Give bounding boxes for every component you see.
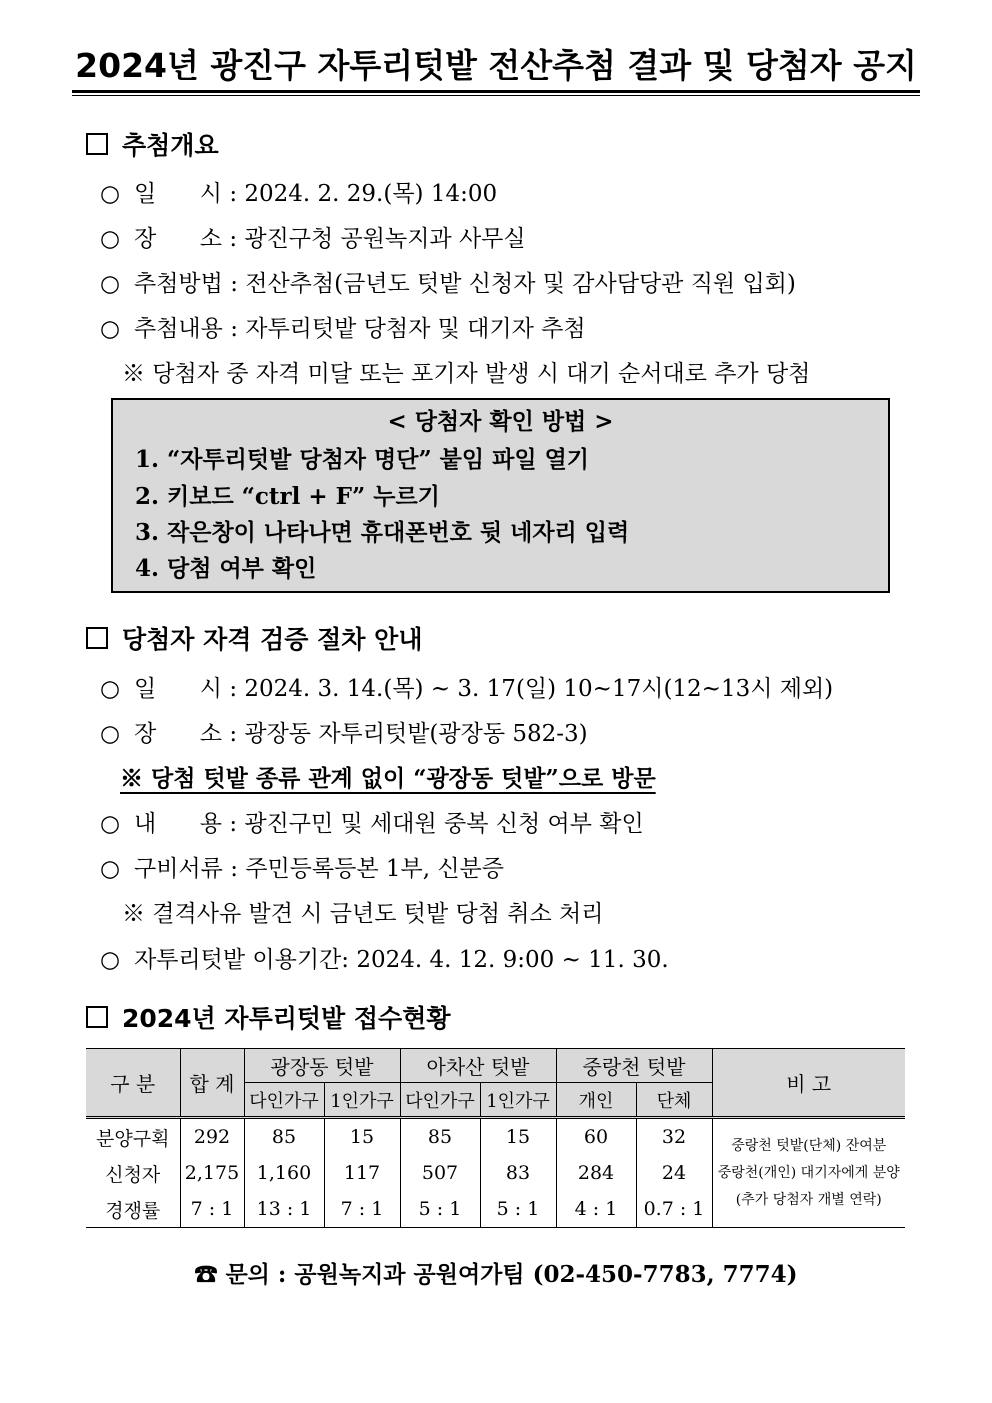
- table-cell: 85: [244, 1118, 324, 1156]
- place-value: : 광진구청 공원녹지과 사무실: [229, 226, 526, 252]
- winner-check-method-box: [111, 398, 890, 593]
- circle-bullet-icon: ○: [100, 271, 121, 297]
- method-step-3: 3. 작은창이 나타나면 휴대폰번호 뒷 네자리 입력: [135, 519, 630, 546]
- table-cell: 2,175: [180, 1155, 244, 1191]
- table-cell: 292: [180, 1118, 244, 1156]
- place-value: : 광장동 자투리텃밭(광장동 582-3): [229, 721, 588, 747]
- verification-content-line: [100, 808, 644, 840]
- row-label: 경쟁률: [86, 1191, 180, 1228]
- circle-bullet-icon: ○: [100, 181, 121, 207]
- circle-bullet-icon: ○: [100, 947, 121, 973]
- date-value: : 2024. 2. 29.(목) 14:00: [229, 181, 498, 207]
- place-label: 장 소: [134, 721, 222, 747]
- table-cell: 117: [324, 1155, 400, 1191]
- subcol-header: 1인가구: [324, 1083, 400, 1118]
- row-label: 분양구획: [96, 1127, 170, 1150]
- group-header-achasan: 아차산 텃밭: [400, 1049, 556, 1083]
- section-heading-lottery-overview: [86, 130, 219, 162]
- circle-bullet-icon: ○: [100, 856, 121, 882]
- row-label: 신청자: [105, 1163, 161, 1186]
- group-header-jungnangcheon: 중랑천 텃밭: [556, 1049, 712, 1083]
- method-step-2: 2. 키보드 “ctrl + F” 누르기: [135, 483, 440, 510]
- checkbox-icon: [86, 1006, 108, 1028]
- table-cell: 5 : 1: [480, 1191, 556, 1228]
- content-value: : 자투리텃밭 당첨자 및 대기자 추첨: [230, 316, 586, 342]
- table-cell: 83: [480, 1155, 556, 1191]
- required-docs-line: [100, 853, 504, 885]
- table-cell: 13 : 1: [244, 1191, 324, 1228]
- method-box-title: < 당첨자 확인 방법 >: [387, 408, 614, 435]
- table-cell: 5 : 1: [400, 1191, 480, 1228]
- phone-icon: ☎: [194, 1261, 218, 1288]
- remarks-line: 중랑천(개인) 대기자에게 분양: [717, 1164, 900, 1181]
- col-header-category: 구 분: [86, 1049, 180, 1118]
- method-step-4: 4. 당첨 여부 확인: [135, 555, 317, 582]
- table-cell: 7 : 1: [180, 1191, 244, 1228]
- table-cell: 0.7 : 1: [636, 1191, 712, 1228]
- place-label: 장 소: [134, 226, 222, 252]
- verification-place-line: [100, 718, 588, 750]
- subcol-header: 개인: [556, 1083, 636, 1118]
- section-heading-verification: [86, 624, 422, 656]
- table-cell: 1,160: [244, 1155, 324, 1191]
- table-cell: 4 : 1: [556, 1191, 636, 1228]
- method-value: : 전산추첨(금년도 텃밭 신청자 및 감사담당관 직원 입회): [230, 271, 796, 297]
- lottery-date-line: [100, 178, 497, 210]
- checkbox-icon: [86, 133, 108, 155]
- subcol-header: 1인가구: [480, 1083, 556, 1118]
- docs-value: : 주민등록등본 1부, 신분증: [230, 856, 504, 882]
- title-underline-2: [72, 95, 920, 96]
- table-row: [86, 1118, 905, 1156]
- content-label: 추첨내용: [134, 316, 223, 342]
- date-value: : 2024. 3. 14.(목) ~ 3. 17(일) 10~17시(12~13시 제외): [229, 676, 834, 702]
- additional-winner-note: ※ 당첨자 중 자격 미달 또는 포기자 발생 시 대기 순서대로 추가 당첨: [122, 361, 811, 387]
- docs-label: 구비서류: [134, 856, 223, 882]
- col-header-total: 합 계: [180, 1049, 244, 1118]
- contact-line: [0, 1259, 992, 1291]
- content-value: : 광진구민 및 세대원 중복 신청 여부 확인: [229, 811, 644, 837]
- content-label: 내 용: [134, 811, 222, 837]
- table-cell: 85: [400, 1118, 480, 1156]
- group-header-gwangjang: 광장동 텃밭: [244, 1049, 400, 1083]
- remarks-cell: [712, 1118, 905, 1228]
- table-cell: 32: [636, 1118, 712, 1156]
- cancel-note: ※ 결격사유 발견 시 금년도 텃밭 당첨 취소 처리: [122, 901, 604, 927]
- method-label: 추첨방법: [134, 271, 223, 297]
- page-title: 2024년 광진구 자투리텃밭 전산추첨 결과 및 당첨자 공지: [75, 46, 917, 85]
- date-label: 일 시: [134, 676, 222, 702]
- usage-period-line: [100, 944, 669, 976]
- verification-date-line: [100, 673, 833, 705]
- table-cell: 24: [636, 1155, 712, 1191]
- remarks-line: 중랑천 텃밭(단체) 잔여분: [731, 1137, 887, 1154]
- application-status-table: [86, 1048, 905, 1228]
- section-title: 당첨자 자격 검증 절차 안내: [122, 625, 423, 654]
- subcol-header: 다인가구: [244, 1083, 324, 1118]
- contact-text: 문의 : 공원녹지과 공원여가팀 (02-450-7783, 7774): [225, 1261, 798, 1288]
- section-heading-application-status: [86, 1003, 451, 1035]
- section-title: 2024년 자투리텃밭 접수현황: [122, 1004, 451, 1033]
- circle-bullet-icon: ○: [100, 811, 121, 837]
- table-cell: 15: [324, 1118, 400, 1156]
- title-underline: [72, 90, 920, 93]
- lottery-method-line: [100, 268, 796, 300]
- table-cell: 60: [556, 1118, 636, 1156]
- table-cell: 284: [556, 1155, 636, 1191]
- circle-bullet-icon: ○: [100, 676, 121, 702]
- lottery-place-line: [100, 223, 526, 255]
- subcol-header: 다인가구: [400, 1083, 480, 1118]
- table-cell: 15: [480, 1118, 556, 1156]
- lottery-content-line: [100, 313, 586, 345]
- date-label: 일 시: [134, 181, 222, 207]
- table-cell: 507: [400, 1155, 480, 1191]
- remarks-line: (추가 당첨자 개별 연락): [735, 1191, 882, 1208]
- table-cell: 7 : 1: [324, 1191, 400, 1228]
- circle-bullet-icon: ○: [100, 316, 121, 342]
- visit-note: ※ 당첨 텃밭 종류 관계 없이 “광장동 텃밭”으로 방문: [120, 765, 656, 792]
- col-header-note: 비 고: [712, 1049, 905, 1118]
- circle-bullet-icon: ○: [100, 721, 121, 747]
- circle-bullet-icon: ○: [100, 226, 121, 252]
- method-step-1: 1. “자투리텃밭 당첨자 명단” 붙임 파일 열기: [135, 446, 590, 473]
- subcol-header: 단체: [636, 1083, 712, 1118]
- section-title: 추첨개요: [122, 131, 219, 160]
- checkbox-icon: [86, 627, 108, 649]
- usage-period-value: 자투리텃밭 이용기간: 2024. 4. 12. 9:00 ~ 11. 30.: [134, 947, 669, 973]
